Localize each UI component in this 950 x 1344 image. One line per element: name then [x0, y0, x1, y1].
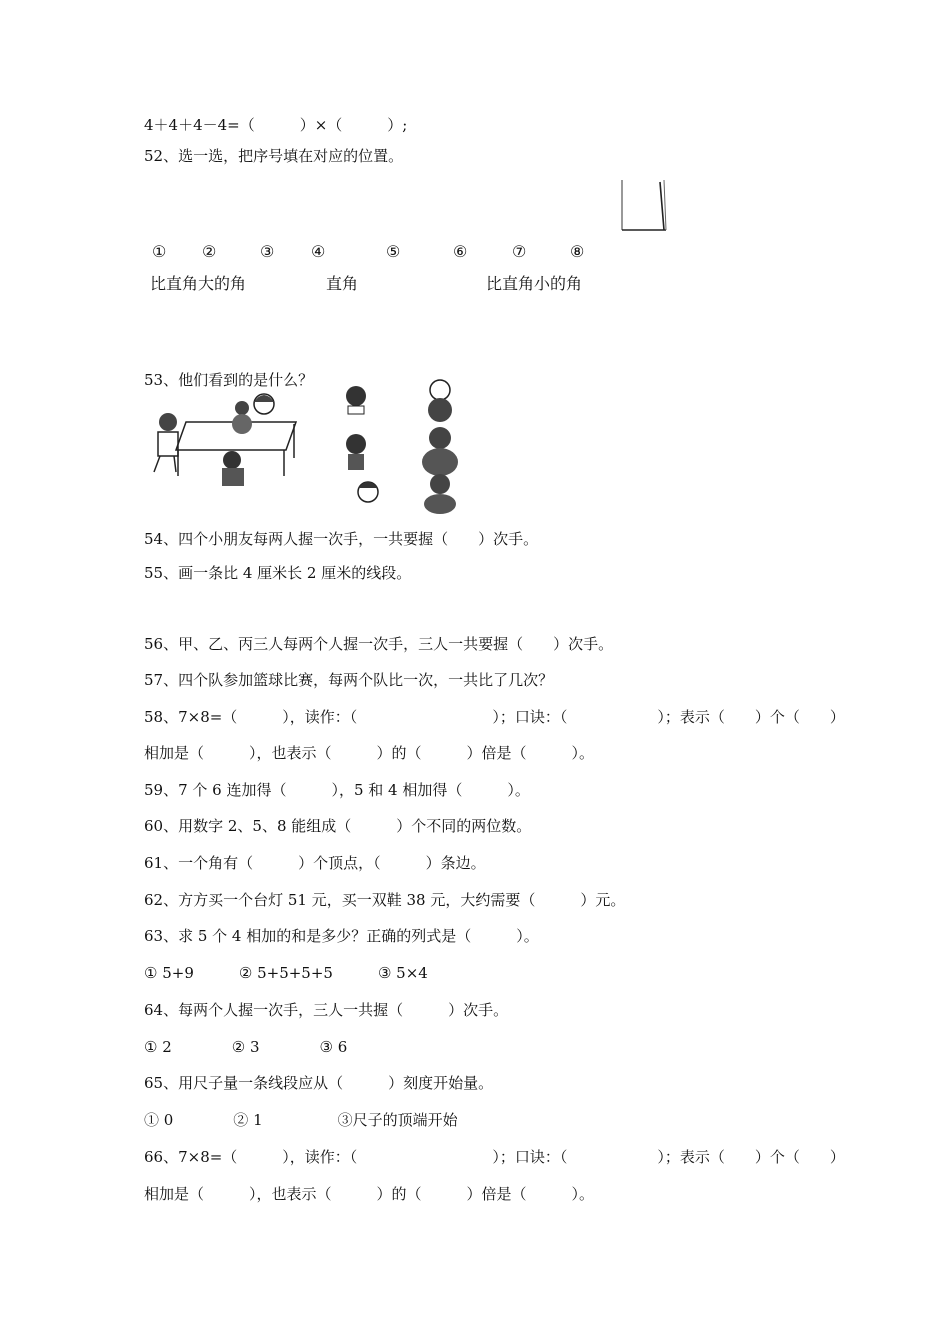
children-table-illustration	[146, 378, 306, 488]
q60-prompt: 60、用数字 2、5、8 能组成（ ）个不同的两位数。	[144, 817, 532, 835]
q66-line1: 66、7×8=（ ），读作：（ ）；口诀：（ ）；表示（ ）个（ ）	[144, 1148, 845, 1166]
q64-options: ① 2 ② 3 ③ 6	[144, 1038, 348, 1056]
angle-figure	[620, 178, 668, 232]
q65-options: ① 0 ② 1 ③尺子的顶端开始	[144, 1111, 458, 1129]
q52-prompt: 52、选一选，把序号填在对应的位置。	[144, 147, 404, 165]
q52-number-8: ⑧	[570, 242, 585, 261]
q61-prompt: 61、一个角有（ ）个顶点，（ ）条边。	[144, 854, 486, 872]
q52-number-6: ⑥	[453, 242, 468, 261]
q65-prompt: 65、用尺子量一条线段应从（ ）刻度开始量。	[144, 1074, 494, 1092]
q52-category-larger: 比直角大的角	[150, 274, 247, 293]
q56-prompt: 56、甲、乙、丙三人每两个人握一次手，三人一共要握（ ）次手。	[144, 635, 614, 653]
q52-category-smaller: 比直角小的角	[486, 274, 583, 293]
q59-prompt: 59、7 个 6 连加得（ ），5 和 4 相加得（ ）。	[144, 781, 530, 799]
q55-prompt: 55、画一条比 4 厘米长 2 厘米的线段。	[144, 564, 412, 582]
q51-equation: 4＋4＋4－4=（ ）×（ ）;	[144, 116, 408, 134]
q62-prompt: 62、方方买一个台灯 51 元，买一双鞋 38 元，大约需要（ ）元。	[144, 891, 626, 909]
q58-line2: 相加是（ ），也表示（ ）的（ ）倍是（ ）。	[144, 744, 595, 762]
q57-prompt: 57、四个队参加篮球比赛，每两个队比一次，一共比了几次？	[144, 671, 554, 689]
q64-prompt: 64、每两个人握一次手，三人一共握（ ）次手。	[144, 1001, 509, 1019]
q52-number-7: ⑦	[512, 242, 527, 261]
q52-number-5: ⑤	[386, 242, 401, 261]
q52-number-3: ③	[260, 242, 275, 261]
q52-number-2: ②	[202, 242, 217, 261]
q53-prompt: 53、他们看到的是什么？	[144, 371, 314, 389]
views-illustration	[338, 376, 488, 516]
q52-number-4: ④	[311, 242, 326, 261]
q52-category-right: 直角	[326, 274, 359, 293]
q63-options: ① 5+9 ② 5+5+5+5 ③ 5×4	[144, 964, 428, 982]
q63-prompt: 63、求 5 个 4 相加的和是多少？正确的列式是（ ）。	[144, 927, 539, 945]
q54-prompt: 54、四个小朋友每两人握一次手，一共要握（ ）次手。	[144, 530, 539, 548]
q58-line1: 58、7×8=（ ），读作：（ ）；口诀：（ ）；表示（ ）个（ ）	[144, 708, 845, 726]
q52-number-1: ①	[152, 242, 167, 261]
q66-line2: 相加是（ ），也表示（ ）的（ ）倍是（ ）。	[144, 1185, 595, 1203]
